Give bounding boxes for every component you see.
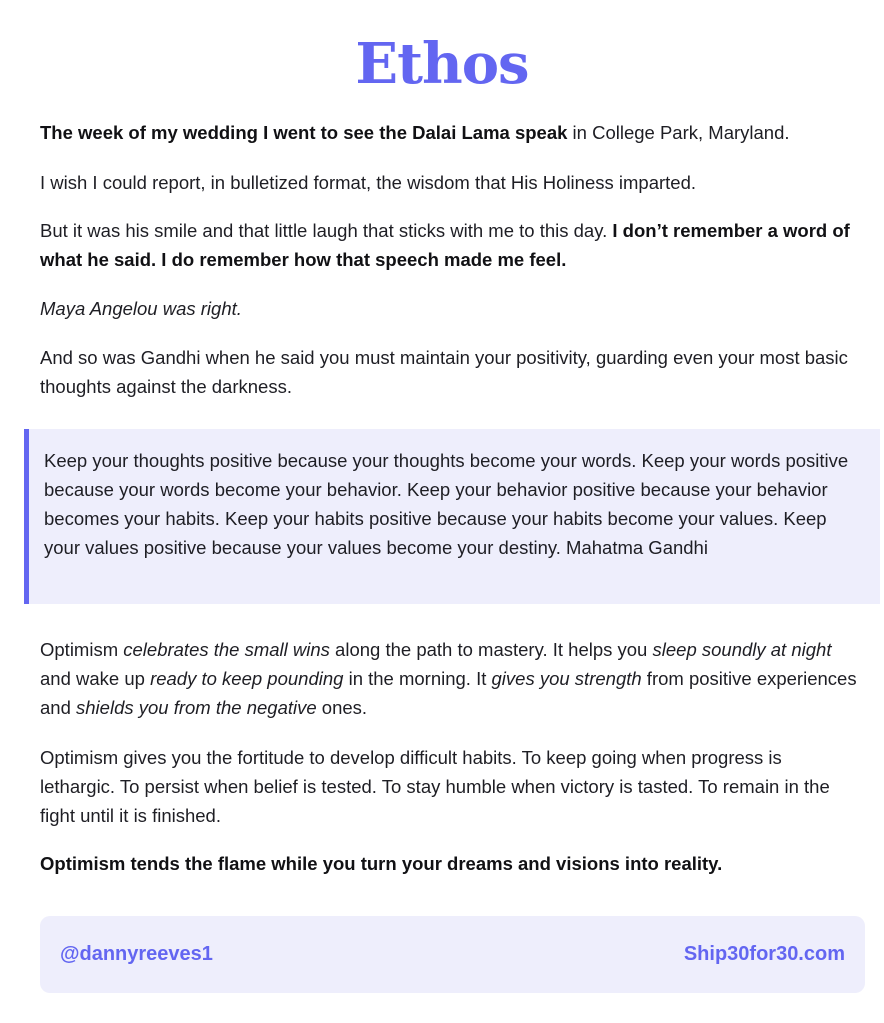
optimism-text: from positive experiences and xyxy=(40,668,857,718)
smile-bold-text: I don’t remember a word of what he said. I do remember how that speech made me feel. xyxy=(40,220,850,270)
smile-paragraph xyxy=(40,216,858,274)
gandhi-paragraph: And so was Gandhi when he said you must maintain your positivity, guarding even your most basic thoughts against the darkness. xyxy=(40,347,848,397)
angelou-italic-text: Maya Angelou was right. xyxy=(40,298,242,319)
optimism-text: along the path to mastery. It helps you xyxy=(329,639,653,660)
intro-paragraph xyxy=(40,118,858,147)
smile-text: But it was his smile and that little laugh that sticks with me to this day. xyxy=(40,220,613,241)
website-link[interactable]: Ship30for30.com xyxy=(683,943,845,965)
optimism-italic-text: ready to keep pounding xyxy=(150,668,344,689)
wisdom-paragraph: I wish I could report, in bulletized format, the wisdom that His Holiness imparted. xyxy=(40,172,697,193)
closing-bold-text: Optimism tends the flame while you turn your dreams and visions into reality. xyxy=(40,853,723,874)
optimism-italic-text: celebrates the small wins xyxy=(123,639,330,660)
page-title: Ethos xyxy=(355,31,529,97)
gandhi-blockquote xyxy=(24,429,880,604)
optimism-text: and wake up xyxy=(40,668,151,689)
optimism-italic-text: shields you from the negative xyxy=(76,697,317,718)
optimism-text: ones. xyxy=(316,697,368,718)
author-handle-link[interactable]: @dannyreeves1 xyxy=(60,943,213,965)
footer-bar xyxy=(40,916,865,993)
intro-bold-text: The week of my wedding I went to see the Dalai Lama speak xyxy=(40,122,568,143)
fortitude-paragraph: Optimism gives you the fortitude to develop difficult habits. To keep going when progress is lethargic. To persist when belief is tested. To stay humble when victory is tasted. To remain in the fight until it is finished. xyxy=(40,747,830,826)
optimism-italic-text: gives you strength xyxy=(491,668,642,689)
optimism-text: Optimism xyxy=(40,639,124,660)
optimism-text: in the morning. It xyxy=(343,668,492,689)
optimism-paragraph xyxy=(40,635,858,722)
intro-text: in College Park, Maryland. xyxy=(567,122,790,143)
quote-text: Keep your thoughts positive because your thoughts become your words. Keep your words positive because your words become your behavior. Keep your behavior positive because your behavior becomes your habits. Keep your habits positive because your habits become your values. Keep your values positive because your values become your destiny. Mahatma Gandhi xyxy=(44,450,849,558)
closing-paragraph xyxy=(40,849,858,878)
optimism-italic-text: sleep soundly at night xyxy=(652,639,832,660)
angelou-paragraph xyxy=(40,294,858,323)
